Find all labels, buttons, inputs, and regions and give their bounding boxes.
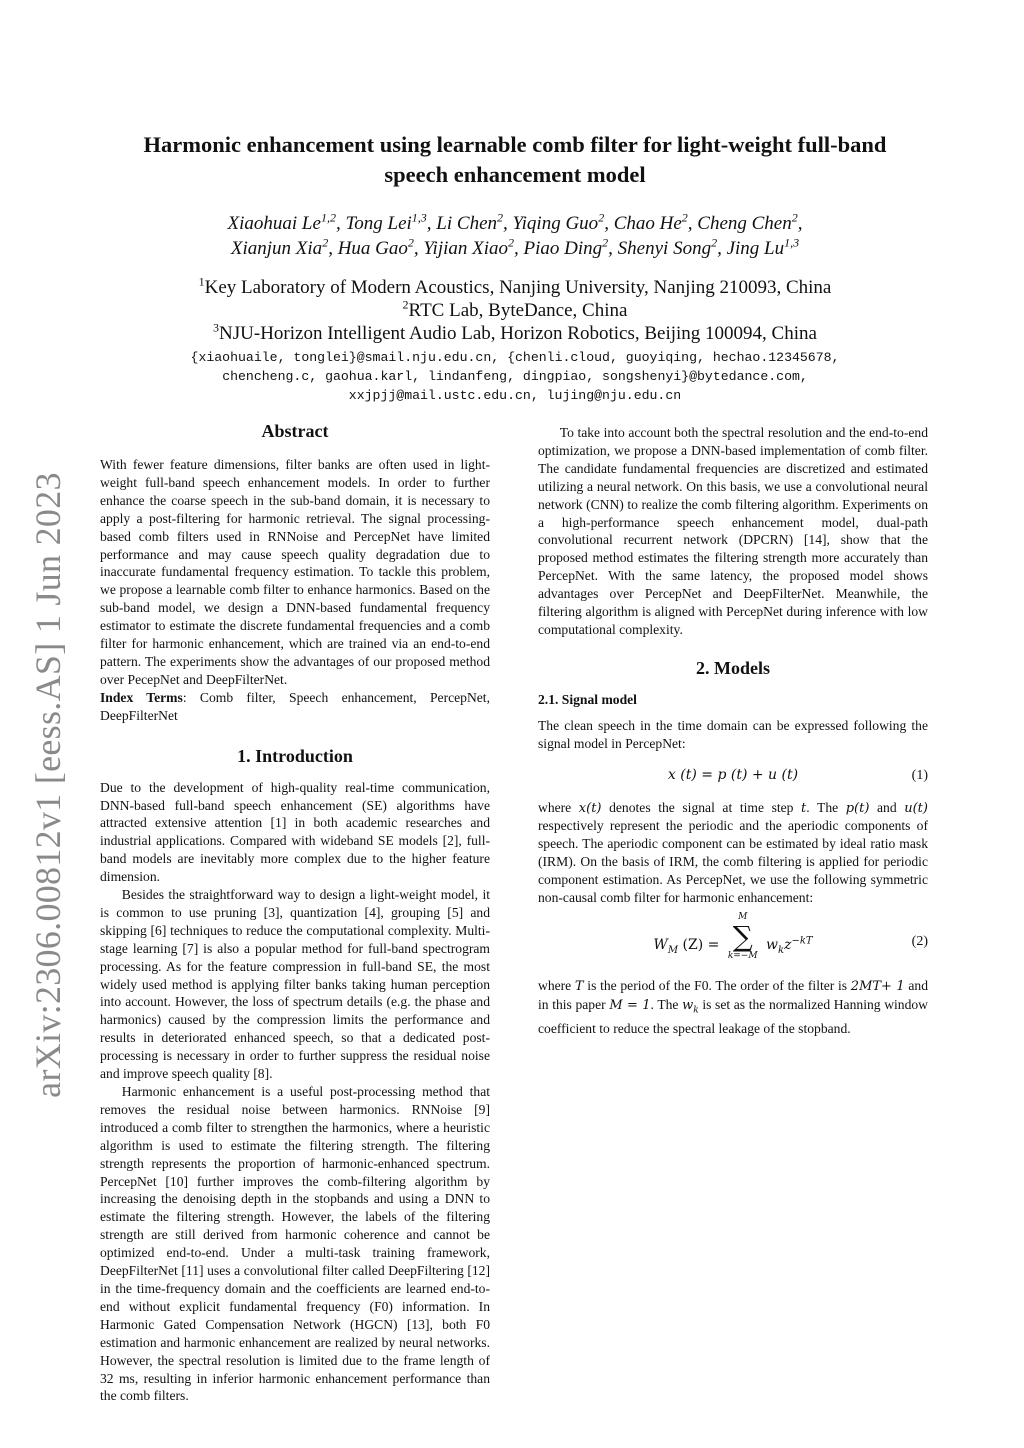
math-inline: 2MT+ 1 bbox=[850, 978, 905, 994]
author-affiliation-mark: 2 bbox=[407, 235, 414, 250]
index-terms-text: : Comb filter, Speech enhancement, PercepNet, DeepFilterNet bbox=[100, 689, 490, 723]
author-name: Shenyi Song bbox=[617, 238, 712, 259]
author-affiliation-mark: 2 bbox=[711, 235, 718, 250]
equation-2-number: (2) bbox=[911, 933, 928, 949]
email-line: chencheng.c, gaohua.karl, lindanfeng, dingpiao, songshenyi}@bytedance.com, bbox=[222, 369, 808, 384]
introduction-heading: 1. Introduction bbox=[237, 745, 353, 766]
eq2-lhs: W bbox=[653, 936, 668, 953]
text-run: . The bbox=[806, 799, 846, 815]
author-separator: , bbox=[335, 213, 346, 234]
author-separator: , bbox=[717, 238, 727, 259]
author-separator: , bbox=[687, 213, 698, 234]
author-affiliation-mark: 2 bbox=[497, 210, 503, 225]
author-line-2 bbox=[100, 236, 930, 261]
math-inline: T bbox=[574, 978, 584, 994]
author-separator: , bbox=[426, 213, 437, 234]
affiliations bbox=[100, 276, 930, 345]
author-list bbox=[100, 211, 930, 261]
intro-paragraph-3: Harmonic enhancement is a useful post-processing method that removes the residual noise between harmonics. RNNoise [9] introduced a comb filter to strengthen the harmonics, where a heuristic algorithm is used to estimate the filtering strength. The filtering strength represents the proportion of harmonic-enhanced spectrum. PercepNet [10] further improves the comb-filtering algorithm by increasing the denoising depth in the stopbands and using a DNN to estimate the filtering strength. However, the labels of the filtering strength are still derived from harmonic coherence and cannot be optimized end-to-end. Under a multi-task training framework, DeepFilterNet [11] uses a convolutional filter called DeepFiltering [12] in the time-frequency domain and the coefficients are learned end-to-end without explicit fundamental frequency (F0) information. In Harmonic Gated Compensation Network (HGCN) [13], both F0 estimation and harmonic enhancement are realized by neural networks. However, the spectral resolution is limited due to the frame length of 32 ms, resulting in inferior harmonic enhancement performance than the comb filters. bbox=[100, 1084, 490, 1404]
author-name: Piao Ding bbox=[523, 238, 603, 259]
author-name: Li Chen bbox=[436, 213, 497, 234]
text-run: respectively represent the periodic and the aperiodic components of speech. The aperiodic component can be estimated by ideal ratio mask (IRM). On the basis of IRM, the comb filtering is applied for periodic component estimation. As PercepNet, we use the following symmetric non-causal comb filter for harmonic enhancement: bbox=[538, 818, 928, 906]
index-terms bbox=[100, 689, 490, 725]
sum-lower-limit: k=−M bbox=[727, 950, 758, 961]
affiliation-text: RTC Lab, ByteDance, China bbox=[408, 300, 628, 321]
sigma-glyph: ∑ bbox=[732, 919, 753, 953]
equation-1-number: (1) bbox=[911, 767, 928, 783]
text-run: and in this paper bbox=[538, 977, 928, 1012]
signal-model-subheading: 2.1. Signal model bbox=[538, 691, 637, 707]
author-affiliation-mark: 2 bbox=[508, 235, 515, 250]
intro-paragraph-4: To take into account both the spectral resolution and the end-to-end optimization, we propose a DNN-based implementation of comb filter. The candidate fundamental frequencies are discretized and estimated utilizing a neural network. On this basis, we use a convolutional neural network (CNN) to realize the comb filtering algorithm. Experiments on a high-performance speech enhancement model, dual-path convolutional recurrent network (DPCRN) [14], show that the proposed method estimates the filtering strength more accurately than PercepNet. With the same latency, the proposed model shows advantages over PercepNet and DeepFilterNet. Meanwhile, the filtering algorithm is aligned with PercepNet during inference with low computational complexity. bbox=[538, 425, 928, 637]
paper-title bbox=[100, 130, 930, 190]
eq2-term-subscript: k bbox=[778, 944, 785, 956]
author-name: Jing Lu bbox=[726, 238, 785, 259]
author-affiliation-mark: 1,3 bbox=[784, 235, 800, 250]
eq2-term: w bbox=[766, 936, 779, 953]
author-separator: , bbox=[413, 238, 424, 259]
affiliation-number: 2 bbox=[402, 297, 409, 312]
eq2-lhs-subscript: M bbox=[667, 944, 679, 956]
affiliation-number: 1 bbox=[198, 274, 205, 289]
author-affiliation-mark: 1,3 bbox=[411, 210, 427, 225]
math-subscript: k bbox=[693, 1005, 699, 1016]
affiliation-number: 3 bbox=[213, 320, 220, 335]
affiliation-text: Key Laboratory of Modern Acoustics, Nanjing University, Nanjing 210093, China bbox=[204, 277, 832, 298]
author-separator: , bbox=[604, 213, 614, 234]
text-run: denotes the signal at time step bbox=[601, 799, 802, 815]
text-run: where bbox=[538, 977, 575, 993]
math-inline: M = 1 bbox=[609, 997, 651, 1013]
author-name: Cheng Chen bbox=[697, 213, 792, 234]
models-paragraph-2 bbox=[538, 799, 928, 907]
right-column bbox=[538, 424, 928, 1038]
left-column bbox=[100, 420, 490, 1405]
math-inline: t bbox=[801, 800, 807, 816]
author-emails bbox=[100, 348, 930, 405]
math-inline: u(t) bbox=[904, 800, 928, 816]
author-affiliation-mark: 2 bbox=[322, 235, 329, 250]
affiliation-text: NJU-Horizon Intelligent Audio Lab, Horizon Robotics, Beijing 100094, China bbox=[219, 323, 817, 344]
author-name: Xiaohuai Le bbox=[227, 213, 321, 234]
intro-paragraph-2: Besides the straightforward way to design a light-weight model, it is common to use pruning [3], quantization [4], grouping [5] and skipping [6] techniques to reduce the computational complexity. Multi-stage learning [7] is also a popular method for full-band spectrogram processing. As for the feature compression in full-band SE, the most widely used method is applying filter banks taking human perception into account. However, the loss of spectrum details (e.g. the phase and harmonics) caused by the compression limits the performance and results in deteriorated enhanced speech, so that a dedicated post-processing is necessary in order to further suppress the residual noise and improve speech quality [8]. bbox=[100, 887, 490, 1082]
author-affiliation-mark: 2 bbox=[791, 210, 798, 225]
math-inline: p(t) bbox=[845, 800, 870, 816]
affiliation-line bbox=[100, 322, 930, 345]
author-separator: , bbox=[608, 238, 618, 259]
email-line: xxjpjj@mail.ustc.edu.cn, lujing@nju.edu.cn bbox=[348, 388, 682, 403]
author-separator: , bbox=[328, 238, 338, 259]
author-separator: , bbox=[797, 213, 803, 234]
text-run: is the period of the F0. The order of the filter is bbox=[583, 977, 851, 993]
author-name: Xianjun Xia bbox=[230, 238, 323, 259]
author-name: Yijian Xiao bbox=[423, 238, 509, 259]
arxiv-id-text: arXiv:2306.00812v1 [eess.AS] 1 Jun 2023 bbox=[28, 472, 68, 1098]
author-separator: , bbox=[503, 213, 513, 234]
eq2-argument: (Z) = bbox=[678, 936, 720, 953]
author-affiliation-mark: 2 bbox=[602, 235, 609, 250]
intro-paragraph-1: Due to the development of high-quality real-time communication, DNN-based full-band speech enhancement (SE) algorithms have attracted extensive attention [1] in both academic researches and industrial applications. Compared with wideband SE models [2], full-band models are inevitably more complex due to the higher feature dimension. bbox=[100, 779, 490, 885]
affiliation-line bbox=[100, 276, 930, 299]
author-name: Hua Gao bbox=[337, 238, 408, 259]
models-paragraph-3 bbox=[538, 977, 928, 1038]
math-inline: w bbox=[682, 997, 694, 1013]
author-separator: , bbox=[514, 238, 524, 259]
title-line-2: speech enhancement model bbox=[384, 162, 646, 187]
models-paragraph-1: The clean speech in the time domain can be expressed following the signal model in PercepNet: bbox=[538, 717, 928, 751]
math-inline: x(t) bbox=[578, 800, 602, 816]
text-run: and bbox=[869, 799, 905, 815]
models-heading: 2. Models bbox=[696, 657, 770, 678]
summation-symbol bbox=[728, 913, 758, 961]
equation-2 bbox=[538, 913, 928, 971]
eq2-z: z bbox=[784, 936, 792, 953]
abstract-heading: Abstract bbox=[261, 421, 329, 441]
author-affiliation-mark: 2 bbox=[681, 210, 688, 225]
author-name: Tong Lei bbox=[345, 213, 412, 234]
text-run: is set as the normalized Hanning window coefficient to reduce the spectral leakage of the stopband. bbox=[538, 996, 928, 1037]
author-line-1 bbox=[100, 211, 930, 236]
eq2-exponent: −kT bbox=[791, 935, 813, 947]
arxiv-side-identifier bbox=[8, 455, 88, 1115]
affiliation-line bbox=[100, 299, 930, 322]
text-run: where bbox=[538, 799, 579, 815]
author-name: Chao He bbox=[613, 213, 682, 234]
email-line: {xiaohuaile, tonglei}@smail.nju.edu.cn, {chenli.cloud, guoyiqing, hechao.12345678, bbox=[190, 350, 840, 365]
index-terms-label: Index Terms bbox=[100, 689, 183, 705]
abstract-text: With fewer feature dimensions, filter banks are often used in light-weight full-band speech enhancement models. In order to further enhance the coarse speech in the sub-band domain, it is necessary to apply a post-filtering for harmonic retrieval. The signal processing-based comb filters used in RNNoise and PercepNet have limited performance and may cause speech quality degradation due to inaccurate fundamental frequency estimation. To tackle this problem, we propose a learnable comb filter to enhance harmonics. Based on the sub-band model, we design a DNN-based fundamental frequency estimator to estimate the discrete fundamental frequencies and a comb filter for harmonic enhancement, which are trained via an end-to-end pattern. The experiments show the advantages of our proposed method over PecepNet and DeepFilterNet. bbox=[100, 457, 490, 687]
sum-upper-limit: M bbox=[738, 911, 748, 922]
author-affiliation-mark: 2 bbox=[598, 210, 605, 225]
author-affiliation-mark: 1,2 bbox=[320, 210, 336, 225]
author-name: Yiqing Guo bbox=[512, 213, 599, 234]
equation-1 bbox=[538, 767, 928, 785]
text-run: . The bbox=[650, 996, 683, 1012]
equation-1-body: x (t) = p (t) + u (t) bbox=[667, 766, 799, 783]
title-line-1: Harmonic enhancement using learnable comb filter for light-weight full-band bbox=[143, 132, 887, 157]
